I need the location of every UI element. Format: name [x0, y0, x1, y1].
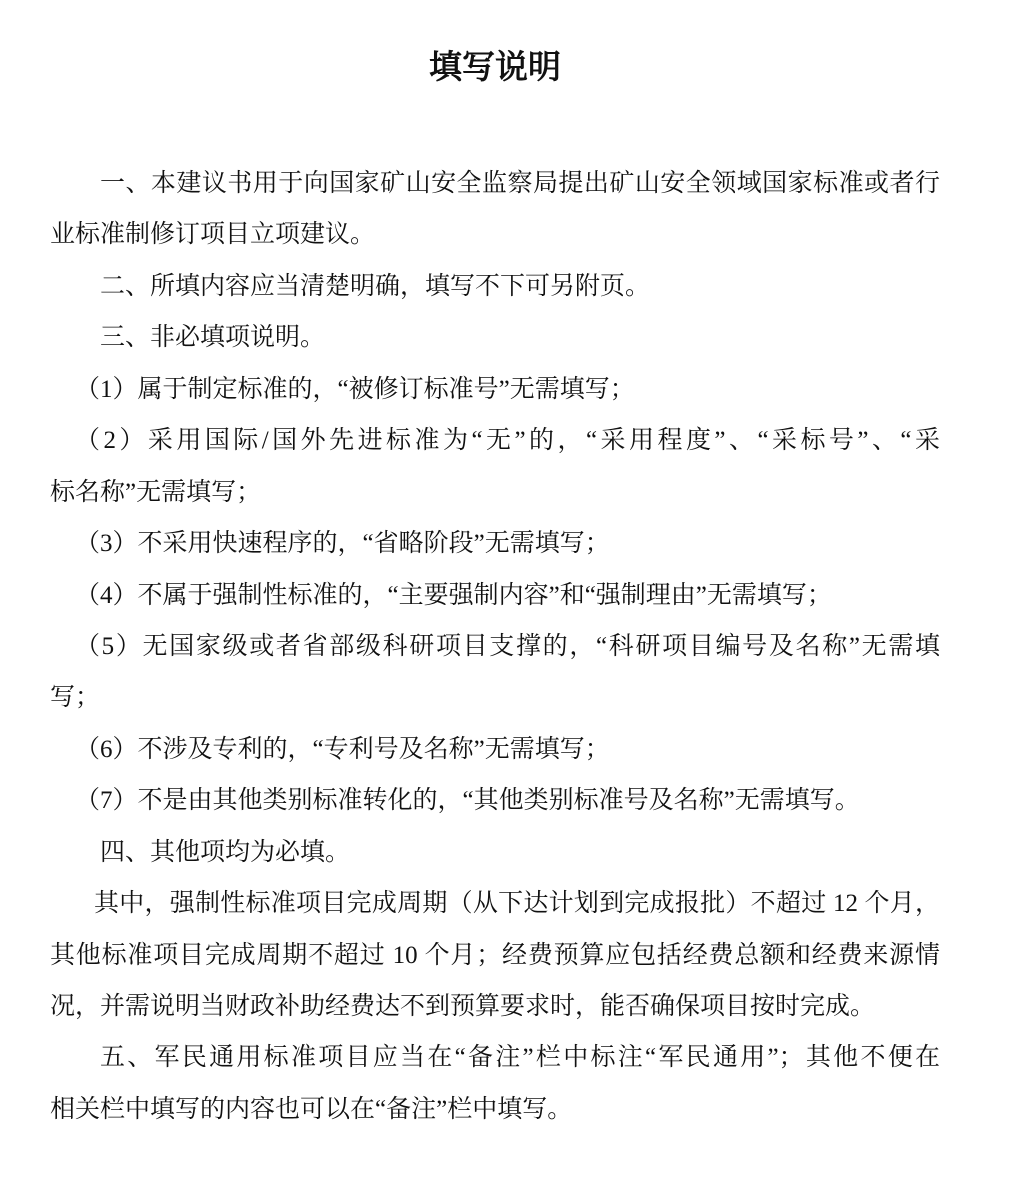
paragraph-line: 业标准制修订项目立项建议。 [50, 221, 376, 249]
optional-note-7 [50, 775, 940, 826]
paragraph-line: 写； [50, 684, 101, 712]
instruction-item-4-detail [50, 878, 940, 1032]
paragraph-line: 五、军民通用标准项目应当在“备注”栏中标注“军民通用”；其他不便在 [100, 1044, 940, 1072]
instructions-body [50, 158, 940, 1135]
paragraph-line: （1）属于制定标准的，“被修订标准号”无需填写； [75, 375, 635, 403]
optional-note-5 [50, 621, 940, 724]
instruction-item-2 [50, 261, 940, 312]
paragraph-line: 其中，强制性标准项目完成周期（从下达计划到完成报批）不超过 12 个月， [94, 890, 940, 918]
paragraph-line: 况，并需说明当财政补助经费达不到预算要求时，能否确保项目按时完成。 [50, 993, 876, 1020]
paragraph-line: 其他标准项目完成周期不超过 10 个月；经费预算应包括经费总额和经费来源情 [50, 941, 940, 969]
paragraph-line: （6）不涉及专利的，“专利号及名称”无需填写； [75, 735, 610, 763]
paragraph-line: （4）不属于强制性标准的，“主要强制内容”和“强制理由”无需填写； [75, 581, 832, 609]
optional-note-6 [50, 724, 940, 775]
paragraph-line: 标名称”无需填写； [50, 478, 262, 506]
paragraph-line: （7）不是由其他类别标准转化的，“其他类别标准号及名称”无需填写。 [75, 787, 860, 815]
instruction-item-5 [50, 1032, 940, 1135]
page-title: 填写说明 [429, 50, 561, 86]
instruction-item-4 [50, 827, 940, 878]
instruction-item-1 [50, 158, 940, 261]
instruction-item-3 [50, 312, 940, 363]
paragraph-line: （2）采用国际/国外先进标准为“无”的，“采用程度”、“采标号”、“采 [75, 427, 940, 455]
paragraph-line: 三、非必填项说明。 [100, 324, 326, 352]
paragraph-line: （5）无国家级或者省部级科研项目支撑的，“科研项目编号及名称”无需填 [75, 632, 940, 660]
paragraph-line: （3）不采用快速程序的，“省略阶段”无需填写； [75, 530, 610, 558]
paragraph-line: 四、其他项均为必填。 [100, 838, 351, 866]
paragraph-line: 一、本建议书用于向国家矿山安全监察局提出矿山安全领域国家标准或者行 [100, 170, 940, 197]
optional-note-1 [50, 364, 940, 415]
optional-note-3 [50, 518, 940, 569]
paragraph-line: 相关栏中填写的内容也可以在“备注”栏中填写。 [50, 1095, 573, 1123]
optional-note-4 [50, 570, 940, 621]
paragraph-line: 二、所填内容应当清楚明确，填写不下可另附页。 [100, 272, 651, 300]
optional-note-2 [50, 415, 940, 518]
